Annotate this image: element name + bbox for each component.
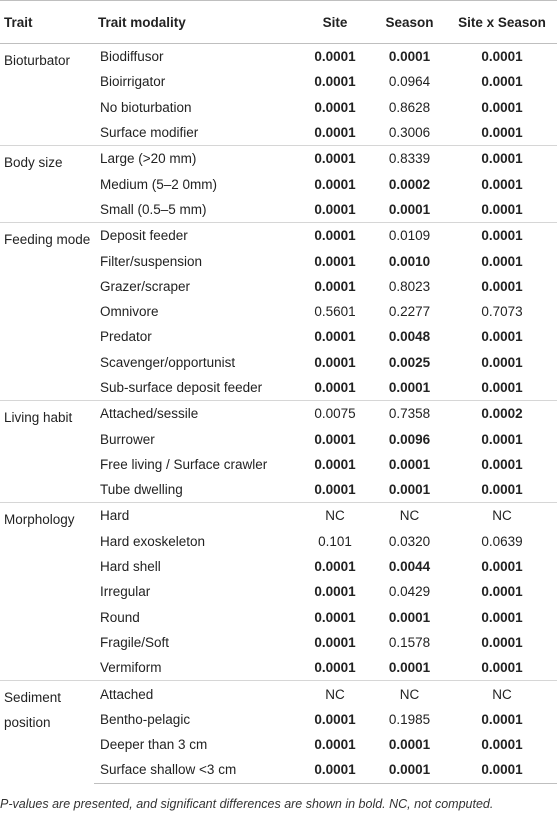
site-x-season-pvalue-cell: 0.0001 (481, 609, 523, 625)
trait-modality-cell: Medium (5–2 0mm) (100, 176, 218, 192)
trait-name-cell: Morphology (0, 503, 94, 681)
site-x-season-pvalue-cell: 0.0001 (481, 49, 523, 65)
site-x-season-pvalue-cell: 0.0001 (481, 125, 523, 141)
table-row (0, 223, 557, 249)
season-pvalue-cell: 0.0109 (372, 223, 447, 249)
site-pvalue-cell: 0.0001 (314, 278, 356, 294)
table-footnote: P-values are presented, and significant differences are shown in bold. NC, not computed. (0, 797, 494, 811)
site-x-season-pvalue-cell: 0.0002 (447, 401, 557, 427)
table-row (0, 681, 557, 707)
header-site-x-season: Site x Season (447, 1, 557, 44)
season-pvalue-cell: 0.0320 (388, 533, 431, 549)
header-season: Season (372, 1, 447, 44)
trait-modality-cell: Hard shell (100, 559, 161, 575)
site-x-season-pvalue-cell: 0.0001 (481, 711, 523, 727)
trait-name-cell: Body size (0, 146, 94, 223)
season-pvalue-cell: 0.8339 (372, 146, 447, 172)
season-pvalue-cell: 0.7358 (372, 401, 447, 427)
site-pvalue-cell: 0.0001 (314, 354, 356, 370)
site-pvalue-cell: 0.0001 (314, 49, 356, 65)
site-pvalue-cell: 0.0001 (314, 660, 356, 676)
site-pvalue-cell: 0.0001 (314, 634, 356, 650)
trait-modality-cell: Surface shallow <3 cm (94, 757, 298, 783)
site-pvalue-cell: 0.0001 (314, 559, 356, 575)
season-pvalue-cell: 0.0010 (388, 253, 431, 269)
trait-modality-cell: Small (0.5–5 mm) (100, 201, 207, 217)
site-pvalue-cell: 0.0001 (314, 74, 356, 90)
site-x-season-pvalue-cell: 0.7073 (481, 304, 523, 320)
header-site: Site (298, 1, 372, 44)
season-pvalue-cell: 0.0001 (388, 482, 431, 498)
season-pvalue-cell: 0.8628 (388, 99, 431, 115)
header-trait-modality: Trait modality (94, 1, 298, 44)
trait-modality-cell: Free living / Surface crawler (100, 456, 268, 472)
trait-modality-cell: Deeper than 3 cm (100, 737, 208, 753)
trait-modality-cell: Bentho-pelagic (100, 711, 191, 727)
table-body (0, 44, 557, 784)
site-pvalue-cell: NC (298, 681, 372, 707)
site-x-season-pvalue-cell: 0.0001 (481, 354, 523, 370)
table-row (0, 44, 557, 70)
table-row (0, 503, 557, 529)
site-x-season-pvalue-cell: 0.0001 (481, 201, 523, 217)
site-x-season-pvalue-cell: 0.0001 (481, 634, 523, 650)
site-x-season-pvalue-cell: NC (447, 503, 557, 529)
trait-modality-cell: Round (100, 609, 140, 625)
season-pvalue-cell: 0.0001 (372, 757, 447, 783)
trait-modality-cell: Sub-surface deposit feeder (100, 380, 263, 395)
season-pvalue-cell: 0.1985 (388, 711, 431, 727)
site-x-season-pvalue-cell: 0.0639 (481, 533, 523, 549)
site-x-season-pvalue-cell: 0.0001 (481, 456, 523, 472)
site-pvalue-cell: NC (298, 503, 372, 529)
site-pvalue-cell: 0.0001 (314, 380, 356, 395)
site-pvalue-cell: 0.0001 (298, 757, 372, 783)
trait-modality-cell: Omnivore (100, 304, 159, 320)
site-x-season-pvalue-cell: 0.0001 (481, 278, 523, 294)
trait-modality-cell: Grazer/scraper (100, 278, 191, 294)
season-pvalue-cell: 0.0001 (388, 380, 431, 395)
site-pvalue-cell: 0.0001 (314, 609, 356, 625)
trait-modality-cell: Hard exoskeleton (100, 533, 206, 549)
site-pvalue-cell: 0.0075 (298, 401, 372, 427)
site-x-season-pvalue-cell: 0.0001 (481, 74, 523, 90)
season-pvalue-cell: 0.0001 (388, 456, 431, 472)
trait-modality-cell: Tube dwelling (100, 482, 183, 498)
header-trait: Trait (0, 1, 94, 44)
season-pvalue-cell: 0.0001 (388, 201, 431, 217)
site-x-season-pvalue-cell: 0.0001 (481, 380, 523, 395)
season-pvalue-cell: 0.3006 (388, 125, 431, 141)
site-x-season-pvalue-cell: 0.0001 (481, 482, 523, 498)
trait-modality-cell: Attached/sessile (94, 401, 298, 427)
trait-modality-cell: Bioirrigator (100, 74, 166, 90)
table-row (0, 401, 557, 427)
season-pvalue-cell: 0.0048 (388, 329, 431, 345)
trait-modality-cell: Irregular (100, 584, 151, 600)
season-pvalue-cell: 0.0429 (388, 584, 431, 600)
site-pvalue-cell: 0.0001 (314, 329, 356, 345)
season-pvalue-cell: 0.0044 (388, 559, 431, 575)
site-x-season-pvalue-cell: 0.0001 (447, 146, 557, 172)
trait-modality-cell: Deposit feeder (94, 223, 298, 249)
site-pvalue-cell: 0.0001 (314, 176, 356, 192)
trait-modality-cell: Biodiffusor (100, 49, 164, 65)
site-x-season-pvalue-cell: 0.0001 (447, 223, 557, 249)
season-pvalue-cell: 0.1578 (388, 634, 431, 650)
trait-modality-cell: Surface modifier (100, 125, 199, 141)
site-pvalue-cell: 0.0001 (314, 431, 356, 447)
trait-modality-cell: Predator (100, 329, 152, 345)
site-pvalue-cell: 0.0001 (314, 482, 356, 498)
season-pvalue-cell: 0.0025 (388, 354, 431, 370)
trait-modality-cell: Hard (94, 503, 298, 529)
trait-modality-cell: Vermiform (100, 660, 162, 676)
site-pvalue-cell: 0.0001 (314, 584, 356, 600)
trait-modality-cell: Fragile/Soft (100, 634, 170, 650)
site-x-season-pvalue-cell: 0.0001 (481, 584, 523, 600)
site-x-season-pvalue-cell: 0.0001 (481, 660, 523, 676)
site-pvalue-cell: 0.0001 (314, 456, 356, 472)
site-pvalue-cell: 0.0001 (314, 711, 356, 727)
site-pvalue-cell: 0.0001 (298, 223, 372, 249)
trait-modality-cell: Filter/suspension (100, 253, 203, 269)
season-pvalue-cell: 0.0964 (388, 74, 431, 90)
trait-name-cell: Bioturbator (4, 53, 71, 68)
trait-modality-cell: Burrower (100, 431, 155, 447)
season-pvalue-cell: 0.2277 (388, 304, 431, 320)
site-x-season-pvalue-cell: 0.0001 (481, 737, 523, 753)
table-row (0, 146, 557, 172)
season-pvalue-cell: NC (372, 503, 447, 529)
table-header (0, 1, 557, 44)
site-pvalue-cell: 0.0001 (314, 737, 356, 753)
trait-name-cell: Living habit (0, 401, 94, 503)
site-x-season-pvalue-cell: 0.0001 (481, 176, 523, 192)
site-pvalue-cell: 0.0001 (314, 253, 356, 269)
site-x-season-pvalue-cell: NC (447, 681, 557, 707)
site-x-season-pvalue-cell: 0.0001 (481, 253, 523, 269)
site-pvalue-cell: 0.0001 (314, 125, 356, 141)
trait-modality-cell: Attached (94, 681, 298, 707)
season-pvalue-cell: 0.0001 (388, 737, 431, 753)
trait-modality-cell: Large (>20 mm) (94, 146, 298, 172)
season-pvalue-cell: 0.0001 (388, 609, 431, 625)
trait-modality-cell: Scavenger/opportunist (100, 354, 236, 370)
site-pvalue-cell: 0.0001 (298, 146, 372, 172)
trait-name-cell: Sediment position (0, 681, 94, 783)
season-pvalue-cell: 0.0001 (388, 660, 431, 676)
season-pvalue-cell: 0.0001 (388, 49, 431, 65)
site-pvalue-cell: 0.0001 (314, 99, 356, 115)
site-x-season-pvalue-cell: 0.0001 (481, 431, 523, 447)
season-pvalue-cell: 0.8023 (388, 278, 431, 294)
trait-modality-cell: No bioturbation (100, 99, 192, 115)
header-row (0, 1, 557, 44)
site-pvalue-cell: 0.5601 (314, 304, 356, 320)
site-x-season-pvalue-cell: 0.0001 (481, 329, 523, 345)
site-pvalue-cell: 0.0001 (314, 201, 356, 217)
site-x-season-pvalue-cell: 0.0001 (481, 559, 523, 575)
site-pvalue-cell: 0.101 (318, 533, 352, 549)
season-pvalue-cell: NC (372, 681, 447, 707)
site-x-season-pvalue-cell: 0.0001 (481, 99, 523, 115)
season-pvalue-cell: 0.0096 (388, 431, 431, 447)
season-pvalue-cell: 0.0002 (388, 176, 431, 192)
trait-name-cell: Feeding mode (0, 223, 94, 401)
site-x-season-pvalue-cell: 0.0001 (447, 757, 557, 783)
